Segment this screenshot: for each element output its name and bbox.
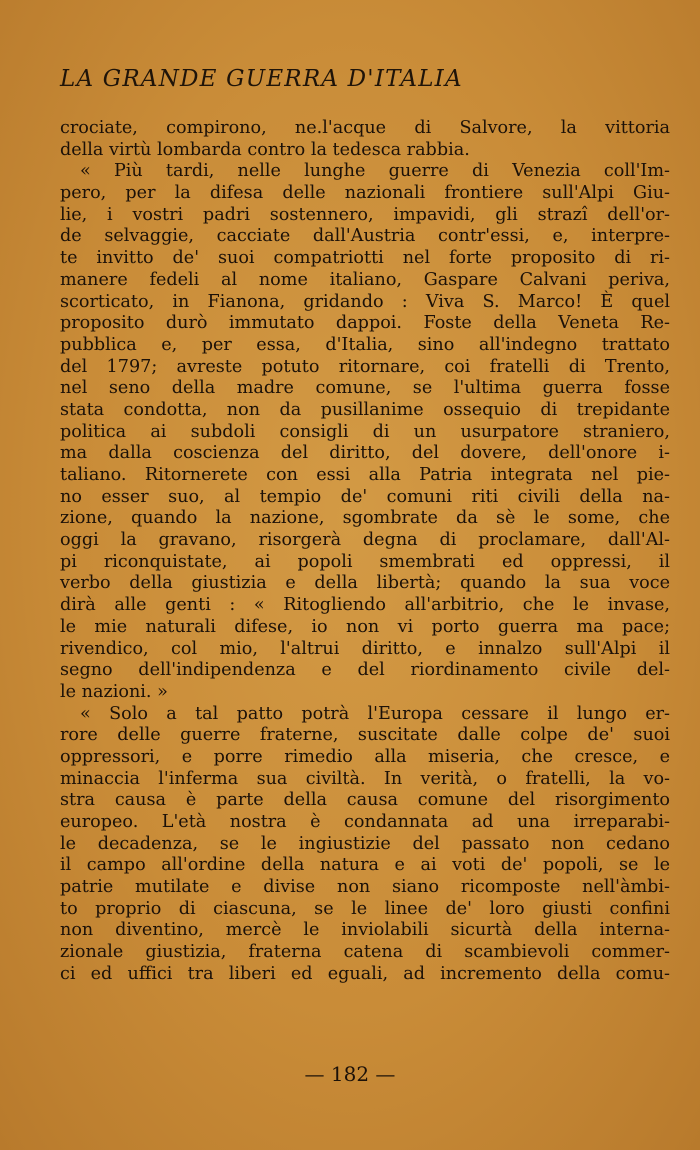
text-line: manere fedeli al nome italiano, Gaspare Calvani periva, xyxy=(60,269,670,290)
text-line: zionale giustizia, fraterna catena di scambievoli commer- xyxy=(60,942,670,963)
text-line: ma dalla coscienza del diritto, del dovere, dell'onore i- xyxy=(60,443,670,464)
text-line: scorticato, in Fianona, gridando : Viva S. Marco! È quel xyxy=(60,291,670,312)
text-line: dirà alle genti : « Ritogliendo all'arbitrio, che le invase, xyxy=(60,595,670,616)
page-number: — 182 — xyxy=(304,1062,396,1086)
text-line: rivendico, col mio, l'altrui diritto, e innalzo sull'Alpi il xyxy=(60,638,670,659)
text-line: rore delle guerre fraterne, suscitate dalle colpe de' suoi xyxy=(60,725,670,746)
text-line: europeo. L'età nostra è condannata ad una irreparabi- xyxy=(60,812,670,832)
text-line: zione, quando la nazione, sgombrate da sè le some, che xyxy=(60,508,670,529)
text-line: « Più tardi, nelle lunghe guerre di Venezia coll'Im- xyxy=(80,161,670,182)
text-line: nel seno della madre comune, se l'ultima guerra fosse xyxy=(60,378,670,399)
text-line: le nazioni. » xyxy=(60,681,168,702)
text-line: le decadenza, se le ingiustizie del passato non cedano xyxy=(60,833,670,854)
text-line: taliano. Ritornerete con essi alla Patria integrata nel pie- xyxy=(60,465,670,485)
running-head: LA GRANDE GUERRA D'ITALIA xyxy=(60,66,463,92)
text-line: non diventino, mercè le inviolabili sicurtà della interna- xyxy=(60,920,670,941)
text-line: no esser suo, al tempio de' comuni riti civili della na- xyxy=(60,486,670,507)
text-line: patrie mutilate e divise non siano ricomposte nell'àmbi- xyxy=(60,877,670,898)
text-line: del 1797; avreste potuto ritornare, coi fratelli di Trento, xyxy=(60,356,670,377)
body-text xyxy=(60,118,670,986)
text-line: oggi la gravano, risorgerà degna di proclamare, dall'Al- xyxy=(60,530,670,551)
text-line: de selvaggie, cacciate dall'Austria contr'essi, e, interpre- xyxy=(60,226,670,247)
text-line: il campo all'ordine della natura e ai voti de' popoli, se le xyxy=(60,855,670,876)
text-line: oppressori, e porre rimedio alla miseria, che cresce, e xyxy=(60,746,670,767)
text-line: della virtù lombarda contro la tedesca rabbia. xyxy=(60,139,470,160)
text-line: te invitto de' suoi compatriotti nel forte proposito di ri- xyxy=(60,248,670,269)
text-line: pubblica e, per essa, d'Italia, sino all'indegno trattato xyxy=(60,334,670,355)
text-line: segno dell'indipendenza e del riordinamento civile del- xyxy=(60,660,670,681)
text-line: verbo della giustizia e della libertà; quando la sua voce xyxy=(60,573,670,594)
text-line: politica ai subdoli consigli di un usurpatore straniero, xyxy=(60,421,670,442)
text-line: crociate, compirono, ne.l'acque di Salvore, la vittoria xyxy=(60,118,670,138)
text-line: pero, per la difesa delle nazionali frontiere sull'Alpi Giu- xyxy=(60,183,670,204)
text-line: ci ed uffici tra liberi ed eguali, ad incremento della comu- xyxy=(60,963,670,984)
text-line: proposito durò immutato dappoi. Foste della Veneta Re- xyxy=(60,313,670,334)
text-line: « Solo a tal patto potrà l'Europa cessare il lungo er- xyxy=(80,703,670,724)
text-line: pi riconquistate, ai popoli smembrati ed oppressi, il xyxy=(60,551,670,572)
text-line: le mie naturali difese, io non vi porto guerra ma pace; xyxy=(60,616,670,637)
text-line: lie, i vostri padri sostennero, impavidi, gli strazî dell'or- xyxy=(60,204,670,225)
text-line: minaccia l'inferma sua civiltà. In verità, o fratelli, la vo- xyxy=(60,768,670,789)
text-line: stra causa è parte della causa comune del risorgimento xyxy=(60,790,670,811)
text-line: stata condotta, non da pusillanime ossequio di trepidante xyxy=(60,399,670,420)
text-line: to proprio di ciascuna, se le linee de' loro giusti confini xyxy=(60,898,670,919)
